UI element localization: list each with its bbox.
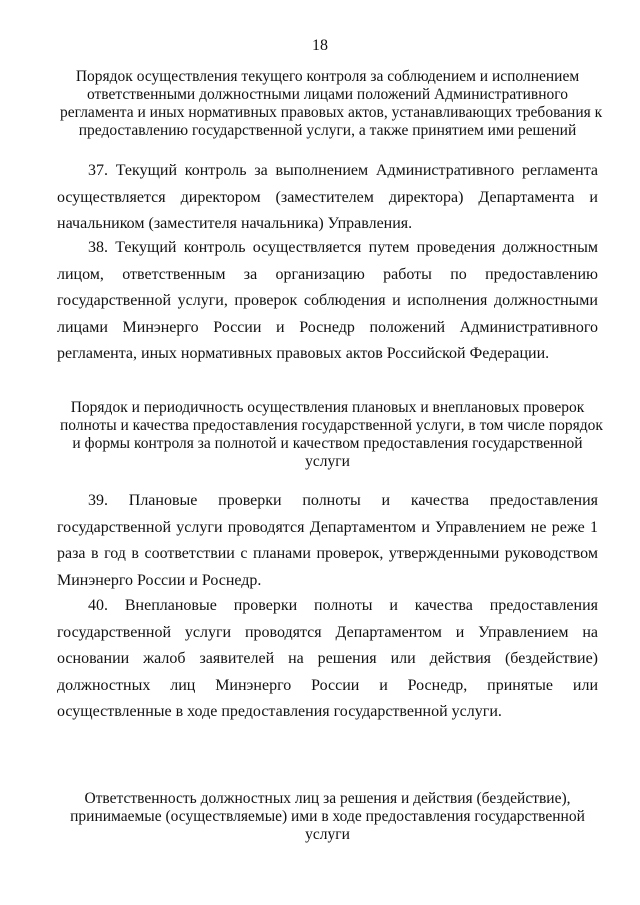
heading-line: регламента и иных нормативных правовых актов, устанавливающих требования к: [60, 104, 603, 121]
paragraph-37: 37. Текущий контроль за выполнением Административного регламента осуществляется директором (заместителем директора) Департамента и начальником (заместителя начальника) Управления.: [57, 162, 598, 232]
heading-line: Ответственность должностных лиц за решения и действия (бездействие),: [84, 790, 571, 807]
heading-line: услуги: [305, 453, 350, 470]
page-number: 18: [312, 37, 328, 54]
section-heading-current-control: [60, 68, 603, 140]
heading-line: Порядок и периодичность осуществления плановых и внеплановых проверок: [70, 399, 585, 416]
heading-line: предоставлению государственной услуги, а также принятием ими решений: [78, 122, 577, 139]
paragraph-39: 39. Плановые проверки полноты и качества предоставления государственной услуги проводятся Департаментом и Управлением не реже 1 раза в год в соответствии с планами проверок, утвержденными руководством Минэнерго России и Роснедр.: [57, 492, 598, 589]
heading-line: и формы контроля за полнотой и качеством предоставления государственной: [72, 435, 583, 452]
paragraph-40: 40. Внеплановые проверки полноты и качества предоставления государственной услуги проводятся Департаментом и Управлением на основании жалоб заявителей на решения или действия (бездействие) должностных лиц Минэнерго России и Роснедр, принятые или осуществленные в ходе предоставления государственной услуги.: [57, 597, 598, 720]
heading-line: услуги: [305, 826, 350, 843]
section-heading-inspections: [60, 399, 603, 471]
section-heading-responsibility: [60, 790, 595, 844]
paragraph-38: 38. Текущий контроль осуществляется путем проведения должностным лицом, ответственным за организацию работы по предоставлению государственной услуги, проверок соблюдения и исполнения должностными лицами Минэнерго России и Роснедр положений Административного регламента, иных нормативных правовых актов Российской Федерации.: [57, 239, 598, 362]
heading-line: принимаемые (осуществляемые) ими в ходе предоставления государственной: [70, 808, 585, 825]
heading-line: Порядок осуществления текущего контроля за соблюдением и исполнением: [75, 68, 580, 85]
heading-line: полноты и качества предоставления государственной услуги, в том числе порядок: [60, 417, 603, 434]
heading-line: ответственными должностными лицами положений Административного: [86, 86, 569, 103]
